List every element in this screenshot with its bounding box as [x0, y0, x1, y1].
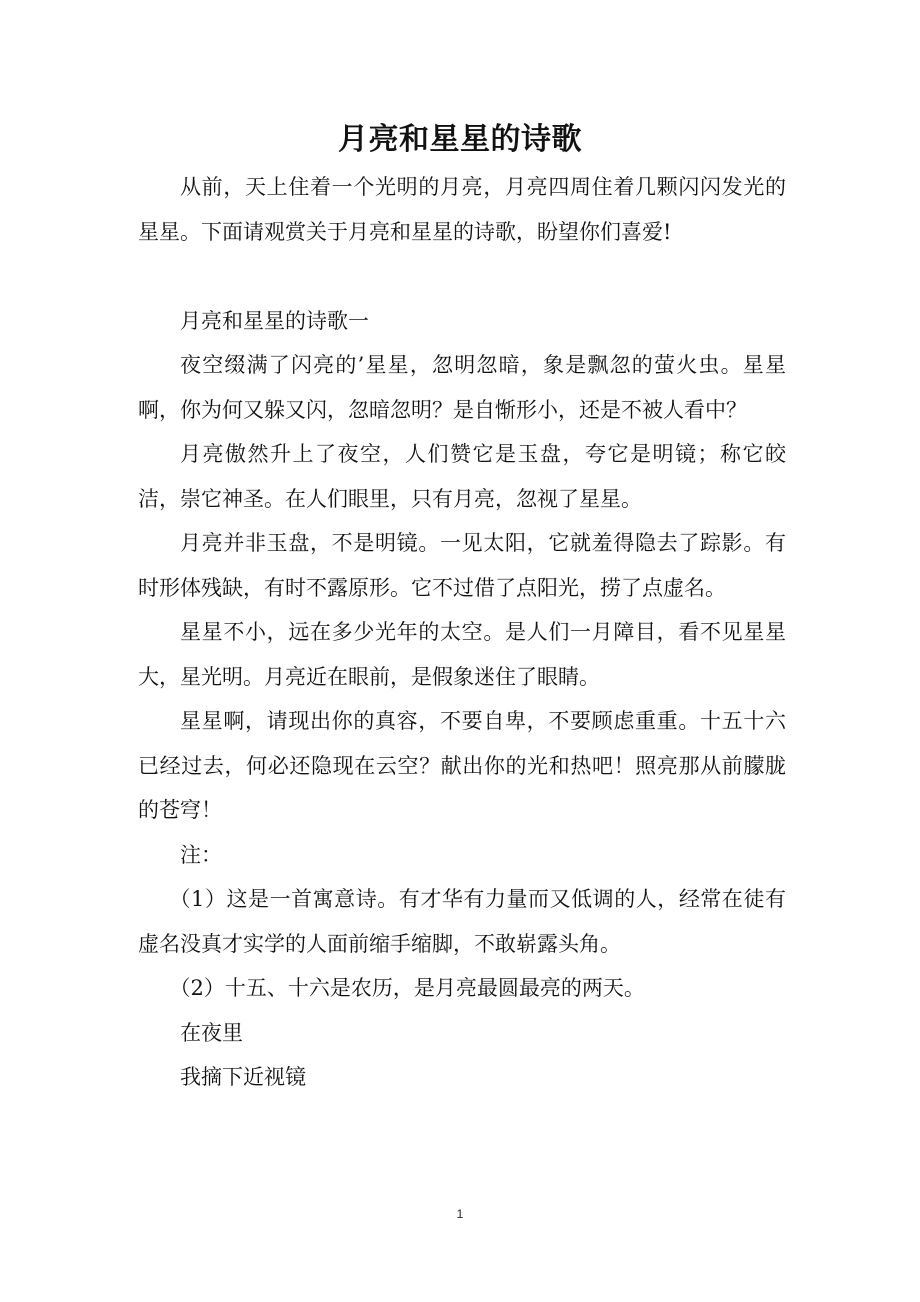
- poem-stanza: 夜空缀满了闪亮的’星星，忽明忽暗，象是飘忽的萤火虫。星星啊，你为何又躲又闪，忽暗忽明？是自惭形小，还是不被人看中？: [138, 353, 786, 422]
- poem-stanza: 月亮傲然升上了夜空，人们赞它是玉盘，夸它是明镜；称它皎洁，崇它神圣。在人们眼里，只有月亮，忽视了星星。: [138, 442, 786, 511]
- notes-heading: 注：: [180, 842, 222, 867]
- document-body: [138, 165, 786, 1100]
- poem-stanza: 月亮并非玉盘，不是明镜。一见太阳，它就羞得隐去了踪影。有时形体残缺，有时不露原形。它不过借了点阳光，捞了点虚名。: [138, 531, 786, 600]
- poem-line: 在夜里: [180, 1020, 243, 1045]
- poem-heading: 月亮和星星的诗歌一: [180, 308, 369, 333]
- page-title: 月亮和星星的诗歌: [338, 122, 582, 157]
- intro-paragraph: 从前，天上住着一个光明的月亮，月亮四周住着几颗闪闪发光的星星。下面请观赏关于月亮和星星的诗歌，盼望你们喜爱!: [138, 175, 786, 244]
- note-item: （2）十五、十六是农历，是月亮最圆最亮的两天。: [169, 976, 645, 1000]
- note-item: （1）这是一首寓意诗。有才华有力量而又低调的人，经常在徒有虚名没真才实学的人面前缩手缩脚，不敢崭露头角。: [138, 887, 786, 956]
- poem-line: 我摘下近视镜: [180, 1065, 306, 1089]
- blank-line: [138, 254, 786, 299]
- poem-stanza: 星星不小，远在多少光年的太空。是人们一月障目，看不见星星大，星光明。月亮近在眼前，是假象迷住了眼睛。: [138, 620, 786, 689]
- page-number: 1: [456, 1207, 464, 1221]
- poem-stanza: 星星啊，请现出你的真容，不要自卑，不要顾虑重重。十五十六已经过去，何必还隐现在云空？献出你的光和热吧！照亮那从前朦胧的苍穹！: [138, 709, 786, 822]
